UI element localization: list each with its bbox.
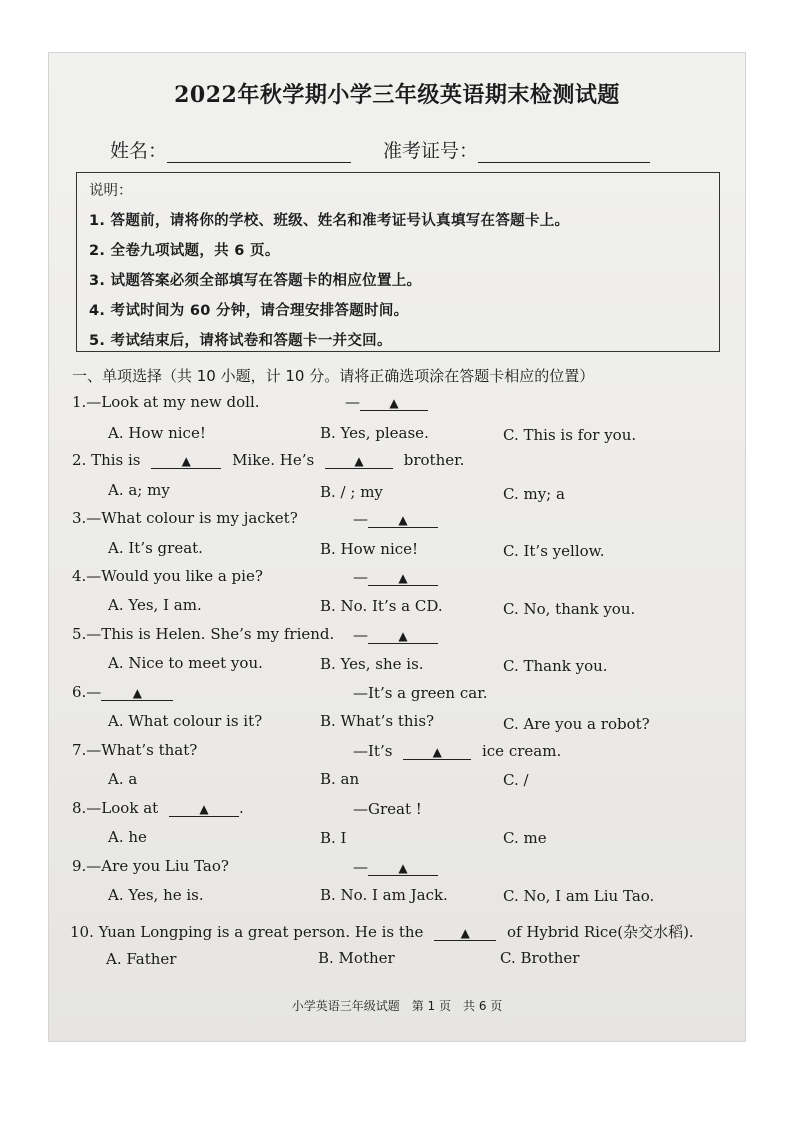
instruction-item: 4. 考试时间为 60 分钟，请合理安排答题时间。 <box>89 303 409 319</box>
option-c: C. Are you a robot? <box>503 715 650 733</box>
question-7-response <box>353 742 561 760</box>
option-b: B. What’s this? <box>320 712 435 730</box>
option-c: C. me <box>503 829 547 847</box>
instructions-box <box>76 172 720 352</box>
question-1 <box>72 393 260 411</box>
question-8 <box>72 799 244 817</box>
option-b: B. I <box>320 829 347 847</box>
name-label: 姓名： <box>110 140 168 162</box>
option-a: A. Yes, I am. <box>108 596 202 614</box>
question-3-response <box>353 510 438 528</box>
option-a: A. a <box>108 770 138 788</box>
student-info-row <box>110 136 650 163</box>
option-a: A. a; my <box>108 481 170 499</box>
option-a: A. It’s great. <box>108 539 203 557</box>
instructions-heading: 说明： <box>89 183 133 199</box>
instruction-item: 1. 答题前，请将你的学校、班级、姓名和准考证号认真填写在答题卡上。 <box>89 213 570 229</box>
option-c: C. It’s yellow. <box>503 542 605 560</box>
exam-title: 2022年秋学期小学三年级英语期末检测试题 <box>174 82 620 108</box>
response-dash: — <box>353 858 368 876</box>
response-text: —It’s a green car. <box>353 684 488 702</box>
option-b: B. No. I am Jack. <box>320 886 448 904</box>
question-text: 8.—Look at <box>72 799 159 817</box>
question-text: 4.—Would you like a pie? <box>72 567 263 585</box>
answer-blank[interactable]: ▲ <box>368 513 438 528</box>
instruction-item: 2. 全卷九项试题，共 6 页。 <box>89 243 280 259</box>
option-a: A. he <box>108 828 147 846</box>
answer-blank[interactable]: ▲ <box>368 629 438 644</box>
option-b: B. an <box>320 770 360 788</box>
question-9 <box>72 857 229 875</box>
instruction-item: 3. 试题答案必须全部填写在答题卡的相应位置上。 <box>89 273 422 289</box>
question-text: . <box>238 799 244 817</box>
question-10 <box>70 921 694 942</box>
question-text: of Hybrid Rice(杂交水稻). <box>507 923 694 941</box>
question-text: 9.—Are you Liu Tao? <box>72 857 229 875</box>
option-c: C. No, I am Liu Tao. <box>503 887 655 905</box>
option-a: A. How nice! <box>108 424 206 442</box>
question-2 <box>72 451 464 469</box>
instruction-item: 5. 考试结束后，请将试卷和答题卡一并交回。 <box>89 333 392 349</box>
answer-blank[interactable]: ▲ <box>360 396 428 411</box>
question-4 <box>72 567 263 585</box>
question-6 <box>72 683 173 701</box>
option-c: C. Brother <box>500 949 580 967</box>
response-text: ice cream. <box>481 742 562 760</box>
response-dash: — <box>353 626 368 644</box>
option-c: C. / <box>503 771 529 789</box>
question-4-response <box>353 568 438 586</box>
option-b: B. Yes, she is. <box>320 655 424 673</box>
option-c: C. No, thank you. <box>503 600 636 618</box>
question-9-response <box>353 858 438 876</box>
question-7 <box>72 741 197 759</box>
exam-page <box>48 52 746 1042</box>
response-dash: — <box>353 568 368 586</box>
option-c: C. This is for you. <box>503 426 637 444</box>
answer-blank[interactable]: ▲ <box>368 571 438 586</box>
option-a: A. Father <box>106 950 177 968</box>
question-5 <box>72 625 334 643</box>
response-dash: — <box>345 393 360 411</box>
option-b: B. Mother <box>318 949 395 967</box>
exam-number-label: 准考证号： <box>383 140 479 162</box>
response-text: —Great ! <box>353 800 422 818</box>
option-c: C. Thank you. <box>503 657 608 675</box>
answer-blank[interactable]: ▲ <box>169 802 239 817</box>
option-a: A. Yes, he is. <box>108 886 204 904</box>
option-a: A. What colour is it? <box>108 712 263 730</box>
question-5-response <box>353 626 438 644</box>
option-b: B. / ; my <box>320 483 383 501</box>
question-text: 1.—Look at my new doll. <box>72 393 260 411</box>
question-text: 3.—What colour is my jacket? <box>72 509 298 527</box>
option-c: C. my; a <box>503 485 565 503</box>
option-a: A. Nice to meet you. <box>108 654 263 672</box>
response-dash: — <box>353 510 368 528</box>
option-b: B. No. It’s a CD. <box>320 597 443 615</box>
answer-blank[interactable]: ▲ <box>101 686 173 701</box>
answer-blank[interactable]: ▲ <box>434 926 496 941</box>
page-footer: 小学英语三年级试题 第 1 页 共 6 页 <box>291 999 503 1013</box>
question-text: 2. This is <box>72 451 141 469</box>
option-b: B. Yes, please. <box>320 424 429 442</box>
question-text: 6.— <box>72 683 102 701</box>
question-1-response <box>345 393 428 411</box>
exam-number-field[interactable] <box>478 142 650 163</box>
section-heading: 一、单项选择（共 10 小题，计 10 分。请将正确选项涂在答题卡相应的位置） <box>72 367 595 385</box>
name-field[interactable] <box>167 142 351 163</box>
question-3 <box>72 509 298 527</box>
question-text: 5.—This is Helen. She’s my friend. <box>72 625 335 643</box>
question-text: brother. <box>403 451 465 469</box>
option-b: B. How nice! <box>320 540 419 558</box>
question-text: Mike. He’s <box>232 451 315 469</box>
question-8-response <box>353 800 422 818</box>
answer-blank[interactable]: ▲ <box>151 454 221 469</box>
answer-blank[interactable]: ▲ <box>403 745 471 760</box>
question-text: 10. Yuan Longping is a great person. He is the <box>70 923 424 941</box>
question-6-response <box>353 684 488 702</box>
question-text: 7.—What’s that? <box>72 741 198 759</box>
response-text: —It’s <box>353 742 393 760</box>
answer-blank[interactable]: ▲ <box>325 454 393 469</box>
answer-blank[interactable]: ▲ <box>368 861 438 876</box>
